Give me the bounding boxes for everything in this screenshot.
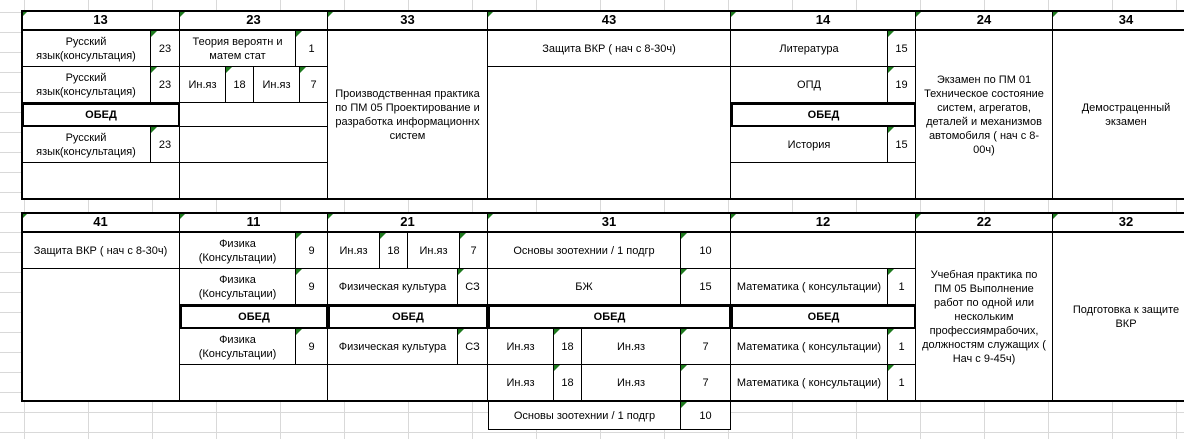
empty-cell — [328, 365, 488, 401]
header-group-11: 11 — [180, 213, 328, 233]
lesson-room: 18 — [554, 329, 582, 365]
lesson-subject: Физика (Консультации) — [180, 233, 296, 269]
header-group-32: 32 — [1053, 213, 1184, 233]
lesson-room: 23 — [151, 67, 180, 103]
lesson-subject: Защита ВКР ( нач с 8-30ч) — [488, 31, 731, 67]
lesson-room: 19 — [888, 67, 916, 103]
empty-cell — [22, 269, 180, 401]
practice-block: Подготовка к защите ВКР — [1053, 233, 1184, 401]
lesson-room: 1 — [296, 31, 328, 67]
lesson-subject: Теория вероятн и матем стат — [180, 31, 296, 67]
lesson-room: 1 — [888, 329, 916, 365]
lesson-subject: Физическая культура — [328, 329, 458, 365]
lunch-break: ОБЕД — [328, 305, 488, 329]
lesson-subject: Физика (Консультации) — [180, 269, 296, 305]
lesson-subject: Математика ( консультации) — [731, 365, 888, 401]
header-group-31: 31 — [488, 213, 731, 233]
lesson-subject: Ин.яз — [488, 365, 554, 401]
lesson-room: СЗ — [458, 329, 488, 365]
lunch-break: ОБЕД — [731, 103, 916, 127]
lesson-room: 9 — [296, 329, 328, 365]
practice-block: Производственная практика по ПМ 05 Проектирование и разработка информационнх систем — [328, 31, 488, 199]
lesson-subject: Физика (Консультации) — [180, 329, 296, 365]
lesson-subject: Физическая культура — [328, 269, 458, 305]
lesson-room: 9 — [296, 269, 328, 305]
lesson-subject: Математика ( консультации) — [731, 269, 888, 305]
lesson-subject: Русский язык(консультация) — [22, 67, 151, 103]
lesson-subject: Основы зоотехнии / 1 подгр — [488, 233, 681, 269]
empty-cell — [488, 67, 731, 199]
lesson-subject: Ин.яз — [408, 233, 460, 269]
lesson-subject: История — [731, 127, 888, 163]
lesson-subject: БЖ — [488, 269, 681, 305]
lesson-subject: Ин.яз — [254, 67, 300, 103]
lesson-room: 15 — [681, 269, 731, 305]
lesson-room: 23 — [151, 31, 180, 67]
exam-block: Экзамен по ПМ 01 Техническое состояние систем, агрегатов, деталей и механизмов автомобиля ( нач с 8-00ч) — [916, 31, 1053, 199]
lunch-break: ОБЕД — [22, 103, 180, 127]
lesson-room: 1 — [888, 365, 916, 401]
lesson-subject: Русский язык(консультация) — [22, 31, 151, 67]
lesson-subject: Ин.яз — [180, 67, 226, 103]
header-group-12: 12 — [731, 213, 916, 233]
lesson-room: 7 — [681, 365, 731, 401]
header-group-21: 21 — [328, 213, 488, 233]
lesson-subject: Русский язык(консультация) — [22, 127, 151, 163]
lesson-subject: Ин.яз — [582, 365, 681, 401]
lesson-subject: Защита ВКР ( нач с 8-30ч) — [22, 233, 180, 269]
lesson-room: 18 — [380, 233, 408, 269]
lesson-subject: Ин.яз — [328, 233, 380, 269]
header-group-34: 34 — [1053, 11, 1184, 31]
lesson-subject: Основы зоотехнии / 1 подгр — [488, 402, 681, 430]
empty-cell — [22, 163, 180, 199]
lunch-break: ОБЕД — [488, 305, 731, 329]
lesson-room: 9 — [296, 233, 328, 269]
lesson-subject: Литература — [731, 31, 888, 67]
header-group-23: 23 — [180, 11, 328, 31]
empty-cell — [180, 103, 328, 127]
header-group-14: 14 — [731, 11, 916, 31]
lesson-subject: Ин.яз — [582, 329, 681, 365]
lesson-subject: Ин.яз — [488, 329, 554, 365]
lesson-room: 7 — [300, 67, 328, 103]
lesson-room: 15 — [888, 127, 916, 163]
lesson-room: 1 — [888, 269, 916, 305]
practice-block: Учебная практика по ПМ 05 Выполнение работ по одной или нескольким профессиямрабочих, должностям служащих ( Нач с 9-45ч) — [916, 233, 1053, 401]
header-group-22: 22 — [916, 213, 1053, 233]
header-group-24: 24 — [916, 11, 1053, 31]
lesson-room: 18 — [554, 365, 582, 401]
lesson-room: 10 — [681, 233, 731, 269]
header-group-41: 41 — [22, 213, 180, 233]
empty-cell — [731, 163, 916, 199]
lesson-room: СЗ — [458, 269, 488, 305]
header-group-43: 43 — [488, 11, 731, 31]
empty-cell — [731, 233, 916, 269]
lesson-room: 10 — [681, 402, 731, 430]
lesson-room: 23 — [151, 127, 180, 163]
lesson-room: 7 — [460, 233, 488, 269]
empty-cell — [180, 365, 328, 401]
empty-cell — [180, 127, 328, 163]
header-group-33: 33 — [328, 11, 488, 31]
exam-block: Демостраценный экзамен — [1053, 31, 1184, 199]
lunch-break: ОБЕД — [731, 305, 916, 329]
lesson-room: 7 — [681, 329, 731, 365]
header-group-13: 13 — [22, 11, 180, 31]
lesson-subject: ОПД — [731, 67, 888, 103]
lunch-break: ОБЕД — [180, 305, 328, 329]
lesson-room: 18 — [226, 67, 254, 103]
lesson-subject: Математика ( консультации) — [731, 329, 888, 365]
empty-cell — [180, 163, 328, 199]
lesson-room: 15 — [888, 31, 916, 67]
